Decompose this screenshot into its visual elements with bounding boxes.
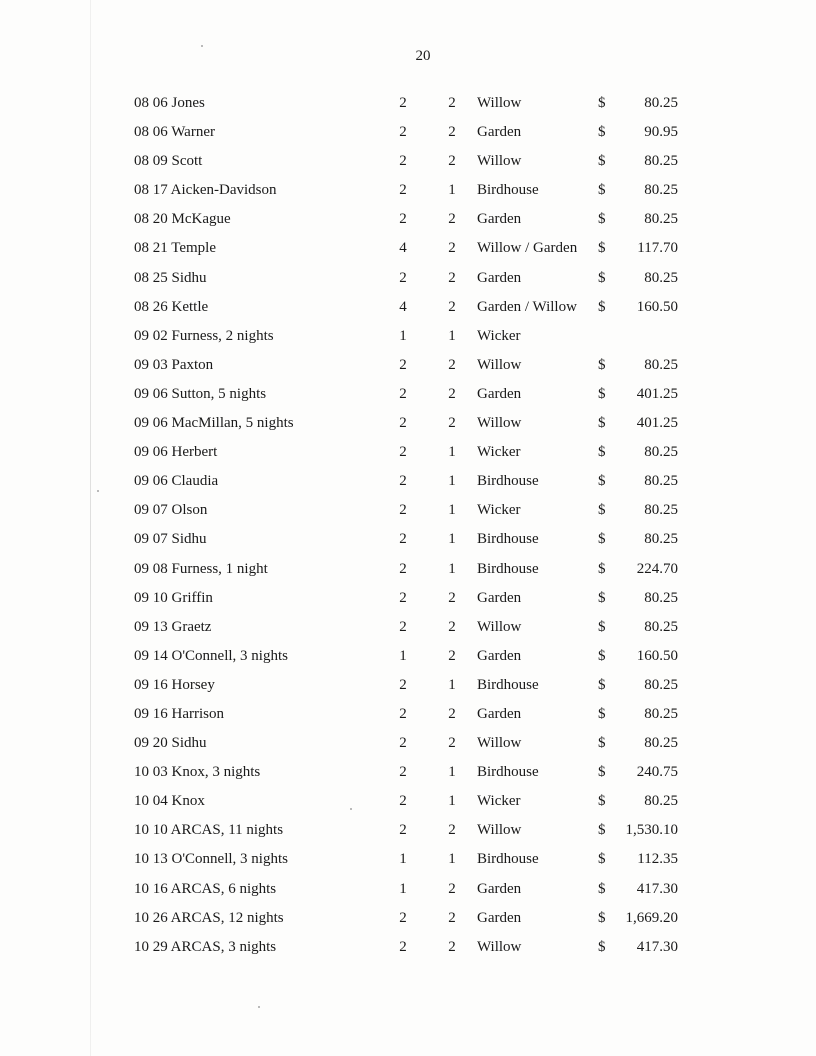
entry-text: 10 13 O'Connell, 3 nights bbox=[134, 851, 288, 868]
room-name: Wicker bbox=[477, 502, 521, 519]
room-count: 2 bbox=[448, 124, 456, 141]
amount-value: 80.25 bbox=[644, 356, 678, 373]
guest-count: 2 bbox=[399, 793, 407, 810]
amount-value: 80.25 bbox=[644, 211, 678, 228]
room-name: Willow bbox=[477, 618, 522, 635]
room-name: Garden bbox=[477, 647, 522, 664]
currency-symbol: $ bbox=[598, 444, 606, 461]
guest-count: 2 bbox=[399, 502, 407, 519]
entry-text: 08 25 Sidhu bbox=[134, 269, 207, 286]
amount-value: 117.70 bbox=[637, 240, 678, 257]
guest-count: 2 bbox=[399, 415, 407, 432]
currency-symbol: $ bbox=[598, 676, 606, 693]
room-count: 2 bbox=[448, 822, 456, 839]
room-name: Birdhouse bbox=[477, 676, 539, 693]
scan-speck bbox=[258, 1006, 260, 1008]
currency-symbol: $ bbox=[598, 705, 606, 722]
room-count: 2 bbox=[448, 880, 456, 897]
room-count: 1 bbox=[448, 531, 456, 548]
currency-symbol: $ bbox=[598, 764, 606, 781]
guest-count: 2 bbox=[399, 473, 407, 490]
currency-symbol: $ bbox=[598, 793, 606, 810]
currency-symbol: $ bbox=[598, 938, 606, 955]
guest-count: 2 bbox=[399, 182, 407, 199]
amount-value: 80.25 bbox=[644, 473, 678, 490]
room-name: Willow / Garden bbox=[477, 240, 578, 257]
scan-speck bbox=[201, 45, 203, 47]
ledger-row bbox=[0, 764, 816, 793]
guest-count: 2 bbox=[399, 356, 407, 373]
guest-count: 2 bbox=[399, 385, 407, 402]
ledger-row bbox=[0, 648, 816, 677]
ledger-row bbox=[0, 182, 816, 211]
room-count: 1 bbox=[448, 676, 456, 693]
ledger-row bbox=[0, 561, 816, 590]
ledger-row bbox=[0, 95, 816, 124]
amount-value: 240.75 bbox=[636, 764, 678, 781]
room-count: 1 bbox=[448, 560, 456, 577]
currency-symbol: $ bbox=[598, 618, 606, 635]
amount-value: 401.25 bbox=[636, 415, 678, 432]
entry-text: 09 08 Furness, 1 night bbox=[134, 560, 268, 577]
entry-text: 09 20 Sidhu bbox=[134, 735, 207, 752]
room-name: Birdhouse bbox=[477, 851, 539, 868]
entry-text: 08 06 Warner bbox=[134, 124, 215, 141]
room-name: Birdhouse bbox=[477, 182, 539, 199]
guest-count: 2 bbox=[399, 211, 407, 228]
entry-text: 08 21 Temple bbox=[134, 240, 216, 257]
room-count: 2 bbox=[448, 385, 456, 402]
guest-count: 2 bbox=[399, 618, 407, 635]
amount-value: 1,669.20 bbox=[625, 909, 678, 926]
currency-symbol: $ bbox=[598, 880, 606, 897]
guest-count: 2 bbox=[399, 764, 407, 781]
room-name: Wicker bbox=[477, 793, 521, 810]
room-name: Birdhouse bbox=[477, 560, 539, 577]
currency-symbol: $ bbox=[598, 909, 606, 926]
ledger-row bbox=[0, 328, 816, 357]
entry-text: 08 20 McKague bbox=[134, 211, 231, 228]
amount-value: 80.25 bbox=[644, 95, 678, 111]
ledger-row bbox=[0, 386, 816, 415]
currency-symbol: $ bbox=[598, 298, 606, 315]
currency-symbol: $ bbox=[598, 502, 606, 519]
room-name: Birdhouse bbox=[477, 764, 539, 781]
room-name: Garden bbox=[477, 589, 522, 606]
room-count: 1 bbox=[448, 764, 456, 781]
room-count: 2 bbox=[448, 735, 456, 752]
room-count: 2 bbox=[448, 589, 456, 606]
ledger-row bbox=[0, 473, 816, 502]
currency-symbol: $ bbox=[598, 356, 606, 373]
amount-value: 80.25 bbox=[644, 502, 678, 519]
room-count: 1 bbox=[448, 182, 456, 199]
room-count: 1 bbox=[448, 444, 456, 461]
room-name: Garden bbox=[477, 880, 522, 897]
ledger-row bbox=[0, 124, 816, 153]
ledger-row bbox=[0, 793, 816, 822]
amount-value: 160.50 bbox=[636, 647, 678, 664]
entry-text: 10 16 ARCAS, 6 nights bbox=[134, 880, 277, 897]
room-name: Garden bbox=[477, 385, 522, 402]
amount-value: 80.25 bbox=[644, 153, 678, 170]
scan-speck bbox=[350, 808, 352, 810]
room-count: 2 bbox=[448, 153, 456, 170]
amount-value: 80.25 bbox=[644, 589, 678, 606]
ledger-row bbox=[0, 677, 816, 706]
room-name: Garden bbox=[477, 269, 522, 286]
room-name: Wicker bbox=[477, 444, 521, 461]
guest-count: 2 bbox=[399, 735, 407, 752]
currency-symbol: $ bbox=[598, 153, 606, 170]
entry-text: 10 04 Knox bbox=[134, 793, 205, 810]
currency-symbol: $ bbox=[598, 473, 606, 490]
guest-count: 1 bbox=[399, 851, 407, 868]
entry-text: 09 06 MacMillan, 5 nights bbox=[134, 415, 294, 432]
amount-value: 80.25 bbox=[644, 618, 678, 635]
ledger-row bbox=[0, 415, 816, 444]
scan-speck bbox=[97, 490, 99, 492]
amount-value: 90.95 bbox=[644, 124, 678, 141]
room-name: Willow bbox=[477, 356, 522, 373]
amount-value: 80.25 bbox=[644, 531, 678, 548]
guest-count: 1 bbox=[399, 327, 407, 344]
amount-value: 80.25 bbox=[644, 735, 678, 752]
amount-value: 112.35 bbox=[637, 851, 678, 868]
room-count: 2 bbox=[448, 298, 456, 315]
room-count: 1 bbox=[448, 502, 456, 519]
currency-symbol: $ bbox=[598, 211, 606, 228]
room-count: 2 bbox=[448, 938, 456, 955]
amount-value: 417.30 bbox=[636, 938, 678, 955]
entry-text: 10 26 ARCAS, 12 nights bbox=[134, 909, 284, 926]
currency-symbol: $ bbox=[598, 124, 606, 141]
currency-symbol: $ bbox=[598, 240, 606, 257]
ledger-row bbox=[0, 910, 816, 939]
amount-value: 80.25 bbox=[644, 793, 678, 810]
currency-symbol: $ bbox=[598, 589, 606, 606]
ledger-row bbox=[0, 531, 816, 560]
ledger-row bbox=[0, 270, 816, 299]
room-name: Garden bbox=[477, 124, 522, 141]
amount-value: 80.25 bbox=[644, 182, 678, 199]
currency-symbol: $ bbox=[598, 647, 606, 664]
entry-text: 10 29 ARCAS, 3 nights bbox=[134, 938, 277, 955]
room-name: Birdhouse bbox=[477, 531, 539, 548]
ledger-row bbox=[0, 211, 816, 240]
room-name: Birdhouse bbox=[477, 473, 539, 490]
currency-symbol: $ bbox=[598, 269, 606, 286]
entry-text: 09 16 Harrison bbox=[134, 705, 224, 722]
room-count: 2 bbox=[448, 211, 456, 228]
ledger-row bbox=[0, 939, 816, 968]
entry-text: 09 13 Graetz bbox=[134, 618, 212, 635]
guest-count: 2 bbox=[399, 909, 407, 926]
ledger-row bbox=[0, 590, 816, 619]
ledger-row bbox=[0, 735, 816, 764]
room-count: 1 bbox=[448, 327, 456, 344]
guest-count: 4 bbox=[399, 240, 407, 257]
room-name: Garden bbox=[477, 705, 522, 722]
entry-text: 09 10 Griffin bbox=[134, 589, 213, 606]
currency-symbol: $ bbox=[598, 851, 606, 868]
entry-text: 09 14 O'Connell, 3 nights bbox=[134, 647, 288, 664]
ledger-row bbox=[0, 822, 816, 851]
room-name: Willow bbox=[477, 822, 522, 839]
room-name: Willow bbox=[477, 735, 522, 752]
entry-text: 09 02 Furness, 2 nights bbox=[134, 327, 274, 344]
guest-count: 2 bbox=[399, 589, 407, 606]
room-count: 2 bbox=[448, 95, 456, 111]
currency-symbol: $ bbox=[598, 182, 606, 199]
guest-count: 4 bbox=[399, 298, 407, 315]
amount-value: 80.25 bbox=[644, 676, 678, 693]
guest-count: 2 bbox=[399, 560, 407, 577]
guest-count: 2 bbox=[399, 705, 407, 722]
room-count: 2 bbox=[448, 415, 456, 432]
ledger-row bbox=[0, 240, 816, 269]
amount-value: 160.50 bbox=[636, 298, 678, 315]
amount-value: 80.25 bbox=[644, 444, 678, 461]
entry-text: 10 10 ARCAS, 11 nights bbox=[134, 822, 284, 839]
guest-count: 2 bbox=[399, 124, 407, 141]
currency-symbol: $ bbox=[598, 415, 606, 432]
entry-text: 08 09 Scott bbox=[134, 153, 203, 170]
room-count: 2 bbox=[448, 240, 456, 257]
room-name: Garden bbox=[477, 211, 522, 228]
guest-count: 2 bbox=[399, 153, 407, 170]
ledger-row bbox=[0, 619, 816, 648]
room-count: 1 bbox=[448, 473, 456, 490]
entry-text: 09 03 Paxton bbox=[134, 356, 214, 373]
ledger-row bbox=[0, 881, 816, 910]
entry-text: 10 03 Knox, 3 nights bbox=[134, 764, 261, 781]
entry-text: 08 26 Kettle bbox=[134, 298, 209, 315]
amount-value: 417.30 bbox=[636, 880, 678, 897]
guest-count: 2 bbox=[399, 531, 407, 548]
ledger-row bbox=[0, 444, 816, 473]
guest-count: 2 bbox=[399, 95, 407, 111]
ledger-row bbox=[0, 502, 816, 531]
amount-value: 80.25 bbox=[644, 705, 678, 722]
guest-count: 2 bbox=[399, 676, 407, 693]
room-name: Willow bbox=[477, 95, 522, 111]
guest-count: 2 bbox=[399, 938, 407, 955]
amount-value: 1,530.10 bbox=[625, 822, 678, 839]
amount-value: 224.70 bbox=[636, 560, 678, 577]
ledger-row bbox=[0, 153, 816, 182]
room-count: 1 bbox=[448, 793, 456, 810]
amount-value: 401.25 bbox=[636, 385, 678, 402]
page-number: 20 bbox=[415, 48, 431, 64]
ledger-row bbox=[0, 706, 816, 735]
currency-symbol: $ bbox=[598, 560, 606, 577]
currency-symbol: $ bbox=[598, 735, 606, 752]
room-name: Garden bbox=[477, 909, 522, 926]
guest-count: 2 bbox=[399, 444, 407, 461]
guest-count: 2 bbox=[399, 269, 407, 286]
room-name: Wicker bbox=[477, 327, 521, 344]
room-count: 2 bbox=[448, 705, 456, 722]
room-name: Willow bbox=[477, 938, 522, 955]
room-name: Willow bbox=[477, 153, 522, 170]
guest-count: 2 bbox=[399, 822, 407, 839]
room-count: 2 bbox=[448, 356, 456, 373]
entry-text: 09 06 Herbert bbox=[134, 444, 218, 461]
ledger-row bbox=[0, 851, 816, 880]
entry-text: 08 17 Aicken-Davidson bbox=[134, 182, 277, 199]
ledger-row bbox=[0, 357, 816, 386]
entry-text: 09 07 Olson bbox=[134, 502, 208, 519]
room-count: 2 bbox=[448, 269, 456, 286]
currency-symbol: $ bbox=[598, 822, 606, 839]
entry-text: 09 06 Claudia bbox=[134, 473, 219, 490]
room-name: Willow bbox=[477, 415, 522, 432]
currency-symbol: $ bbox=[598, 95, 606, 111]
booking-ledger bbox=[0, 95, 816, 968]
room-count: 2 bbox=[448, 909, 456, 926]
room-name: Garden / Willow bbox=[477, 298, 577, 315]
entry-text: 08 06 Jones bbox=[134, 95, 205, 111]
ledger-row bbox=[0, 299, 816, 328]
guest-count: 1 bbox=[399, 880, 407, 897]
room-count: 1 bbox=[448, 851, 456, 868]
room-count: 2 bbox=[448, 618, 456, 635]
currency-symbol: $ bbox=[598, 385, 606, 402]
room-count: 2 bbox=[448, 647, 456, 664]
entry-text: 09 07 Sidhu bbox=[134, 531, 207, 548]
currency-symbol: $ bbox=[598, 531, 606, 548]
amount-value: 80.25 bbox=[644, 269, 678, 286]
guest-count: 1 bbox=[399, 647, 407, 664]
entry-text: 09 06 Sutton, 5 nights bbox=[134, 385, 267, 402]
entry-text: 09 16 Horsey bbox=[134, 676, 215, 693]
